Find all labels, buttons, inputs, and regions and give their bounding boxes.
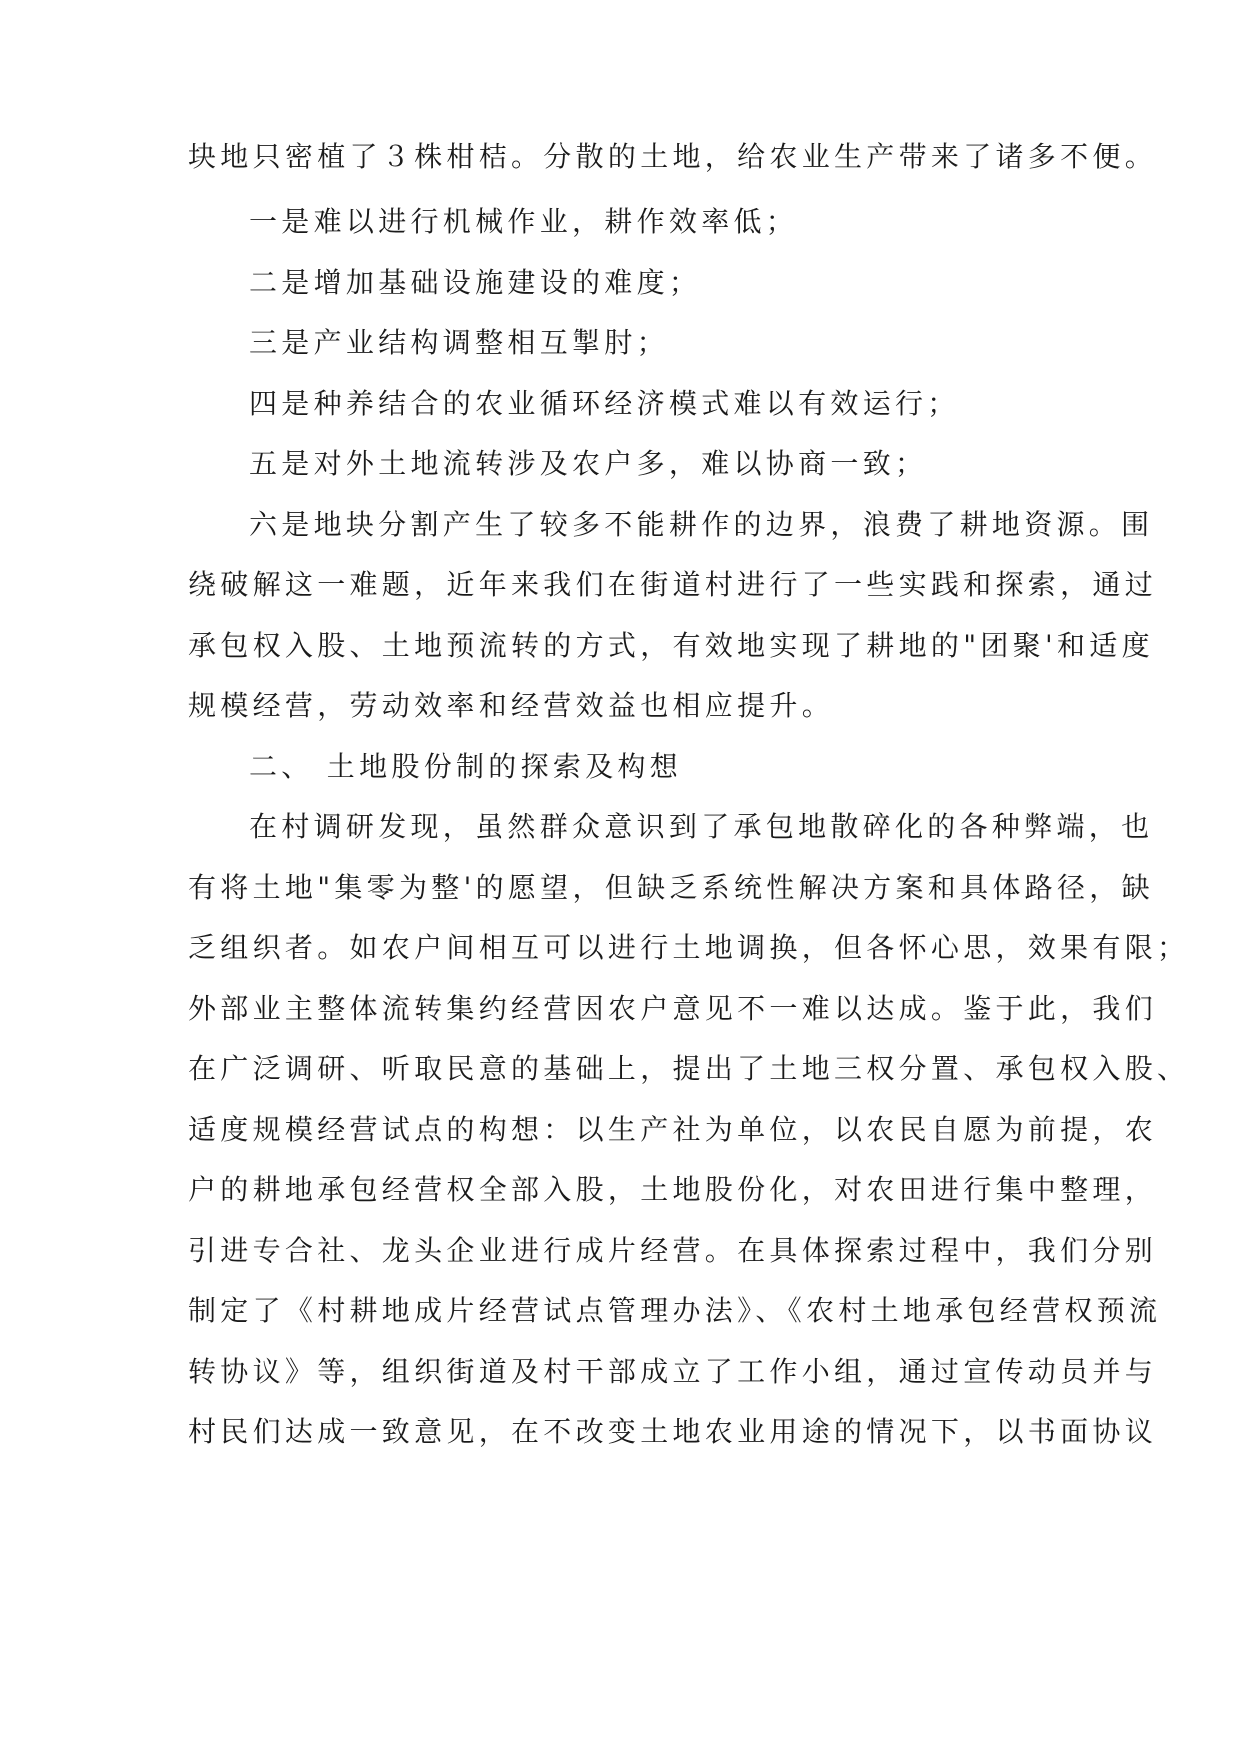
text-line: 六是地块分割产生了较多不能耕作的边界，浪费了耕地资源。围	[249, 508, 1154, 541]
text-line: 在广泛调研、听取民意的基础上，提出了土地三权分置、承包权入股、	[188, 1052, 1190, 1085]
text-line: 三是产业结构调整相互掣肘；	[249, 326, 669, 359]
text-line: 有将土地"集零为整'的愿望，但缺乏系统性解决方案和具体路径，缺	[188, 871, 1154, 904]
text-line: 五是对外土地流转涉及农户多，难以协商一致；	[249, 447, 928, 480]
text-line: 乏组织者。如农户间相互可以进行土地调换，但各怀心思，效果有限；	[188, 931, 1190, 964]
text-line: 在村调研发现，虽然群众意识到了承包地散碎化的各种弊端，也	[249, 810, 1154, 843]
text-line: 一是难以进行机械作业，耕作效率低；	[249, 205, 799, 238]
text-line: 绕破解这一难题，近年来我们在街道村进行了一些实践和探索，通过	[188, 568, 1158, 601]
text-line: 承包权入股、土地预流转的方式，有效地实现了耕地的"团聚'和适度	[188, 629, 1154, 662]
text-line: 块地只密植了３株柑桔。分散的土地，给农业生产带来了诸多不便。	[188, 140, 1158, 173]
text-line: 转协议》等，组织街道及村干部成立了工作小组，通过宣传动员并与	[188, 1355, 1158, 1388]
text-line: 户的耕地承包经营权全部入股，土地股份化，对农田进行集中整理，	[188, 1173, 1158, 1206]
text-line: 二是增加基础设施建设的难度；	[249, 266, 702, 299]
section-heading: 二、 土地股份制的探索及构想	[249, 750, 683, 783]
text-line: 外部业主整体流转集约经营因农户意见不一难以达成。鉴于此，我们	[188, 992, 1158, 1025]
text-line: 适度规模经营试点的构想：以生产社为单位，以农民自愿为前提，农	[188, 1113, 1158, 1146]
text-line: 制定了《村耕地成片经营试点管理办法》、《农村土地承包经营权预流	[188, 1294, 1162, 1327]
text-line: 引进专合社、龙头企业进行成片经营。在具体探索过程中，我们分别	[188, 1234, 1158, 1267]
text-line: 规模经营，劳动效率和经营效益也相应提升。	[188, 689, 835, 722]
text-line: 村民们达成一致意见，在不改变土地农业用途的情况下，以书面协议	[188, 1415, 1158, 1448]
text-line: 四是种养结合的农业循环经济模式难以有效运行；	[249, 387, 960, 420]
